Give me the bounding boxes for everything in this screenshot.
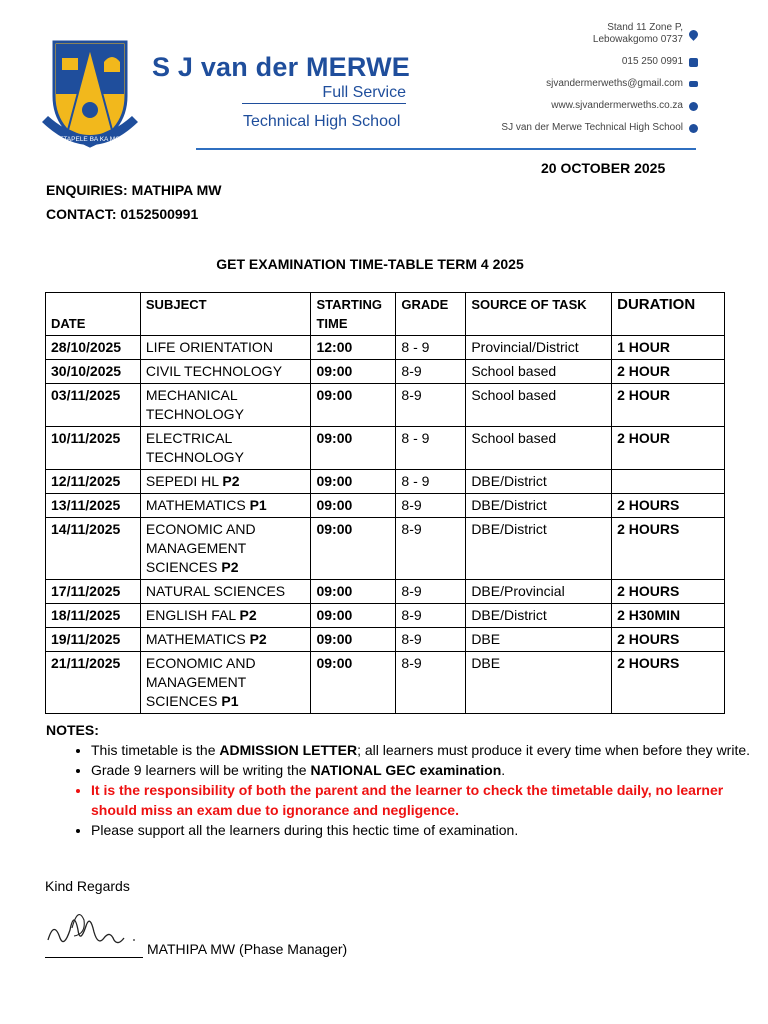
header-date: DATE	[46, 293, 141, 336]
cell-duration	[612, 470, 725, 494]
cell-starting-time: 09:00	[311, 604, 396, 628]
cell-grade: 8-9	[396, 360, 466, 384]
cell-grade: 8 - 9	[396, 470, 466, 494]
table-row	[46, 628, 725, 652]
cell-subject	[140, 628, 311, 652]
table-row	[46, 580, 725, 604]
table-row	[46, 652, 725, 714]
list-item	[91, 780, 768, 820]
globe-icon	[689, 102, 698, 111]
cell-starting-time: 09:00	[311, 470, 396, 494]
note-emphasis: ADMISSION LETTER	[219, 742, 358, 758]
cell-date: 13/11/2025	[46, 494, 141, 518]
enquiries-line: ENQUIRIES: MATHIPA MW	[46, 182, 222, 198]
document-title: GET EXAMINATION TIME-TABLE TERM 4 2025	[216, 256, 524, 272]
header-source: SOURCE OF TASK	[466, 293, 612, 336]
subject-name: MECHANICAL TECHNOLOGY	[145, 387, 244, 422]
subject-name: ECONOMIC AND MANAGEMENT SCIENCES	[145, 655, 256, 709]
table-row	[46, 518, 725, 580]
cell-duration: 2 HOURS	[612, 628, 725, 652]
table-row	[46, 384, 725, 427]
cell-source: DBE/District	[466, 494, 612, 518]
phone-row	[501, 56, 698, 68]
notes-list	[46, 740, 768, 840]
note-text: ; all learners must produce it every time when before they write.	[357, 742, 751, 758]
list-item	[91, 740, 768, 760]
subject-name: ENGLISH FAL	[145, 607, 236, 623]
table-row	[46, 470, 725, 494]
cell-grade: 8 - 9	[396, 336, 466, 360]
cell-source: DBE/Provincial	[466, 580, 612, 604]
facebook-icon	[689, 124, 698, 133]
cell-subject	[140, 360, 311, 384]
notes-heading: NOTES:	[46, 722, 99, 738]
cell-grade: 8-9	[396, 652, 466, 714]
cell-subject	[140, 652, 311, 714]
handwritten-signature	[44, 900, 144, 960]
table-row	[46, 494, 725, 518]
facebook-page: SJ van der Merwe Technical High School	[501, 122, 683, 133]
cell-source: School based	[466, 360, 612, 384]
table-row	[46, 336, 725, 360]
cell-grade: 8-9	[396, 518, 466, 580]
school-name: S J van der MERWE	[152, 52, 410, 82]
email-address: sjvandermerweths@gmail.com	[546, 78, 683, 89]
note-warning: It is the responsibility of both the parent and the learner to check the timetable daily, no learner should miss an exam due to ignorance and negligence.	[91, 782, 724, 818]
cell-starting-time: 09:00	[311, 652, 396, 714]
cell-duration: 1 HOUR	[612, 336, 725, 360]
cell-subject	[140, 336, 311, 360]
subject-name: ECONOMIC AND MANAGEMENT SCIENCES	[145, 521, 256, 575]
cell-grade: 8-9	[396, 604, 466, 628]
cell-source: DBE	[466, 652, 612, 714]
header-subject: SUBJECT	[140, 293, 311, 336]
school-subtitle-technical: Technical High School	[243, 113, 401, 130]
table-row	[46, 360, 725, 384]
cell-source: School based	[466, 427, 612, 470]
subject-name: NATURAL SCIENCES	[145, 583, 286, 599]
cell-subject	[140, 580, 311, 604]
table-row	[46, 604, 725, 628]
mail-icon	[689, 81, 698, 87]
letter-date: 20 OCTOBER 2025	[541, 160, 666, 176]
note-emphasis: NATIONAL GEC examination	[310, 762, 502, 778]
email-row	[501, 78, 698, 90]
cell-starting-time: 09:00	[311, 580, 396, 604]
school-subtitle-full-service: Full Service	[322, 84, 406, 101]
header-grade: GRADE	[396, 293, 466, 336]
contact-details	[501, 22, 698, 134]
paper-number: P2	[239, 607, 257, 623]
cell-duration: 2 HOURS	[612, 518, 725, 580]
subject-name: MATHEMATICS	[145, 631, 246, 647]
table-row	[46, 427, 725, 470]
cell-starting-time: 09:00	[311, 360, 396, 384]
contact-line: CONTACT: 0152500991	[46, 206, 199, 222]
paper-number: P2	[221, 559, 239, 575]
subject-name: SEPEDI HL	[145, 473, 219, 489]
cell-grade: 8-9	[396, 494, 466, 518]
note-text: This timetable is the	[91, 742, 220, 758]
cell-date: 14/11/2025	[46, 518, 141, 580]
cell-duration: 2 HOURS	[612, 494, 725, 518]
header-starting-time: STARTING TIME	[311, 293, 396, 336]
phone-icon	[689, 58, 698, 67]
cell-date: 19/11/2025	[46, 628, 141, 652]
note-text: Grade 9 learners will be writing the	[91, 762, 311, 778]
cell-source: DBE/District	[466, 470, 612, 494]
address-line-1: Stand 11 Zone P,	[607, 22, 683, 33]
cell-starting-time: 09:00	[311, 518, 396, 580]
crest-motto-text: BAETAPELE BA KA MOSO	[50, 136, 130, 143]
website-url: www.sjvandermerweths.co.za	[551, 100, 683, 111]
cell-grade: 8-9	[396, 384, 466, 427]
note-text: .	[501, 762, 506, 778]
cell-date: 17/11/2025	[46, 580, 141, 604]
address-line-2: Lebowakgomo 0737	[592, 34, 683, 45]
closing-regards: Kind Regards	[45, 878, 130, 894]
paper-number: P1	[221, 693, 239, 709]
location-pin-icon	[687, 28, 700, 41]
cell-date: 10/11/2025	[46, 427, 141, 470]
paper-number: P2	[222, 473, 240, 489]
cell-subject	[140, 604, 311, 628]
header-duration: DURATION	[612, 293, 725, 336]
subject-name: LIFE ORIENTATION	[145, 339, 273, 355]
cell-date: 12/11/2025	[46, 470, 141, 494]
cell-starting-time: 09:00	[311, 384, 396, 427]
cell-source: DBE/District	[466, 518, 612, 580]
table-header-row	[46, 293, 725, 336]
cell-date: 30/10/2025	[46, 360, 141, 384]
exam-timetable	[45, 292, 725, 714]
cell-source: School based	[466, 384, 612, 427]
header-divider	[196, 148, 696, 150]
cell-date: 28/10/2025	[46, 336, 141, 360]
cell-duration: 2 HOUR	[612, 427, 725, 470]
website-row	[501, 100, 698, 112]
cell-source: Provincial/District	[466, 336, 612, 360]
subject-name: MATHEMATICS	[145, 497, 246, 513]
cell-subject	[140, 494, 311, 518]
cell-date: 21/11/2025	[46, 652, 141, 714]
cell-duration: 2 HOURS	[612, 580, 725, 604]
cell-subject	[140, 518, 311, 580]
school-name-divider	[242, 103, 406, 104]
cell-duration: 2 HOUR	[612, 360, 725, 384]
cell-starting-time: 09:00	[311, 628, 396, 652]
cell-starting-time: 09:00	[311, 494, 396, 518]
cell-duration: 2 H30MIN	[612, 604, 725, 628]
paper-number: P1	[249, 497, 267, 513]
paper-number: P2	[249, 631, 267, 647]
list-item	[91, 820, 768, 840]
cell-source: DBE	[466, 628, 612, 652]
address-row	[501, 22, 698, 46]
cell-starting-time: 09:00	[311, 427, 396, 470]
cell-subject	[140, 427, 311, 470]
cell-date: 03/11/2025	[46, 384, 141, 427]
note-text: Please support all the learners during this hectic time of examination.	[91, 822, 519, 838]
subject-name: CIVIL TECHNOLOGY	[145, 363, 283, 379]
subject-name: ELECTRICAL TECHNOLOGY	[145, 430, 244, 465]
signature-line	[45, 957, 143, 958]
facebook-row	[501, 122, 698, 134]
cell-date: 18/11/2025	[46, 604, 141, 628]
cell-starting-time: 12:00	[311, 336, 396, 360]
list-item	[91, 760, 768, 780]
cell-subject	[140, 470, 311, 494]
cell-grade: 8-9	[396, 580, 466, 604]
signer-name: MATHIPA MW (Phase Manager)	[147, 941, 348, 957]
cell-subject	[140, 384, 311, 427]
phone-number: 015 250 0991	[621, 56, 683, 67]
cell-source: DBE/District	[466, 604, 612, 628]
cell-duration: 2 HOURS	[612, 652, 725, 714]
cell-grade: 8-9	[396, 628, 466, 652]
cell-grade: 8 - 9	[396, 427, 466, 470]
cell-duration: 2 HOUR	[612, 384, 725, 427]
school-crest-logo	[36, 38, 144, 160]
